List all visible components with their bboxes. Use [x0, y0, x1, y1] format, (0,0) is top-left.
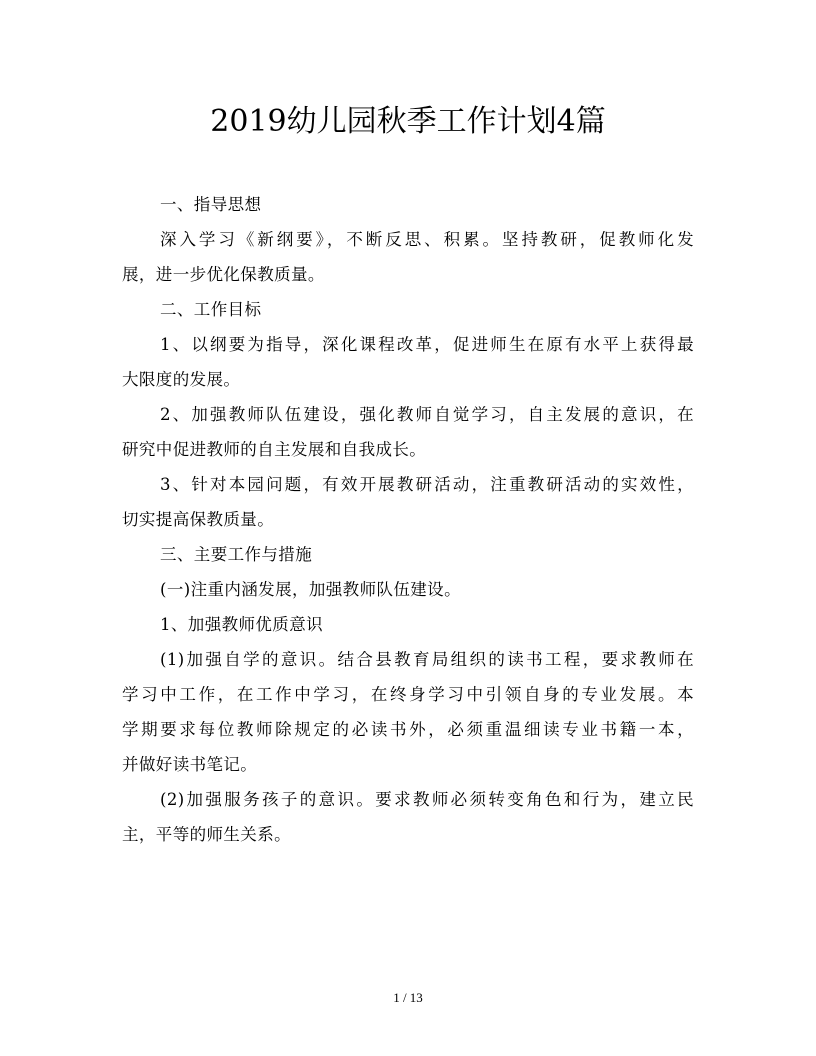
paragraph-line: 深入学习《新纲要》，不断反思、积累。坚持教研，促教师化发: [160, 230, 694, 249]
paragraph-line: 大限度的发展。: [122, 370, 241, 389]
paragraph-line: (1)加强自学的意识。结合县教育局组织的读书工程，要求教师在: [160, 650, 694, 669]
section-heading: 三、主要工作与措施: [160, 545, 313, 564]
section-heading: 一、指导思想: [160, 195, 262, 214]
paragraph-line: (2)加强服务孩子的意识。要求教师必须转变角色和行为，建立民: [160, 790, 694, 809]
paragraph-line: 并做好读书笔记。: [122, 755, 258, 774]
paragraph-line: 1、以纲要为指导，深化课程改革，促进师生在原有水平上获得最: [160, 335, 694, 354]
paragraph-line: 2、加强教师队伍建设，强化教师自觉学习，自主发展的意识，在: [160, 405, 694, 424]
page-indicator: 1 / 13: [393, 990, 423, 1005]
subsection-heading: (一)注重内涵发展，加强教师队伍建设。: [160, 580, 461, 599]
subsection-heading: 1、加强教师优质意识: [160, 615, 323, 634]
document-title: 2019幼儿园秋季工作计划4篇: [210, 104, 606, 139]
paragraph-line: 学期要求每位教师除规定的必读书外，必须重温细读专业书籍一本，: [122, 720, 694, 739]
paragraph-line: 切实提高保教质量。: [122, 510, 275, 529]
section-heading: 二、工作目标: [160, 300, 262, 319]
paragraph-line: 学习中工作，在工作中学习，在终身学习中引领自身的专业发展。本: [122, 685, 694, 704]
document-body: [122, 187, 694, 852]
paragraph-line: 研究中促进教师的自主发展和自我成长。: [122, 440, 427, 459]
paragraph-line: 主，平等的师生关系。: [122, 825, 291, 844]
paragraph-line: 展，进一步优化保教质量。: [122, 265, 325, 284]
paragraph-line: 3、针对本园问题，有效开展教研活动，注重教研活动的实效性，: [160, 475, 694, 494]
